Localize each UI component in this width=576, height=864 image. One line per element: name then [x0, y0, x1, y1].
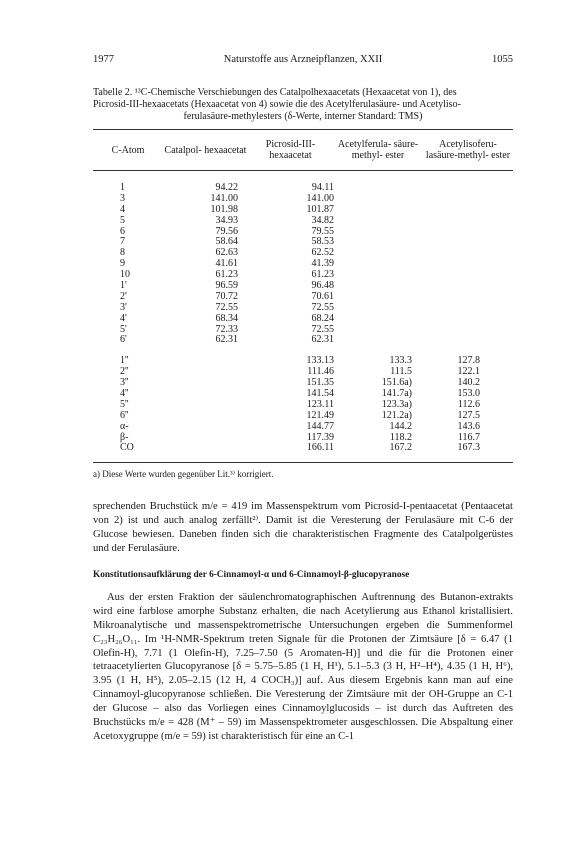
table-row: [93, 216, 513, 227]
table-cell: 2': [120, 290, 127, 302]
table-row: [93, 443, 513, 454]
table-cell: 1: [120, 182, 125, 193]
table-cell: 62.31: [215, 334, 238, 346]
table-row: [93, 389, 513, 400]
empty-cell: [155, 378, 276, 389]
table-cell: 123.3a): [381, 398, 412, 410]
table-row: [93, 314, 513, 325]
header-year: 1977: [93, 54, 114, 65]
table-cell: 94.11: [311, 182, 334, 193]
table-cell: 3'': [120, 377, 129, 389]
table-cell: 167.2: [389, 442, 412, 454]
table-cell: 58.64: [215, 236, 238, 248]
table-cell: 101.98: [210, 203, 238, 215]
empty-cell: [155, 367, 276, 378]
table-cell: 8: [120, 247, 125, 259]
header-c-atom: C-Atom: [111, 144, 145, 156]
table-cell: 41.61: [215, 258, 238, 270]
table-cell: 94.22: [215, 182, 238, 193]
table-cell: 79.56: [215, 225, 238, 237]
table-cell: 144.77: [306, 420, 334, 432]
table-cell: 140.2: [457, 377, 480, 389]
body-text: [93, 500, 513, 744]
header-page-number: 1055: [492, 54, 513, 65]
table-cell: 151.6a): [381, 377, 412, 389]
table-row: [93, 270, 513, 281]
caption-line: ferulasäure-methylesters (δ-Werte, interner Standard: TMS): [183, 111, 423, 122]
table-cell: 34.93: [215, 214, 238, 226]
table-cell: 3': [120, 301, 127, 313]
table-cell: 123.11: [306, 398, 334, 410]
table-cell: 116.7: [457, 431, 480, 443]
table-cell: 10: [120, 269, 130, 281]
caption-line: Picrosid-III-hexaacetats (Hexaacetat von 4) sowie die des Acetylferulasäure- und Acetyliso-: [93, 99, 461, 110]
empty-cell: [155, 400, 276, 411]
table-cell: 62.52: [311, 247, 334, 259]
table-cell: β-: [120, 431, 129, 443]
table-cell: 5'': [120, 398, 129, 410]
table-cell: 121.49: [306, 409, 334, 421]
table-cell: 111.46: [307, 366, 334, 378]
table-row: [93, 227, 513, 238]
table-cell: 5: [120, 214, 125, 226]
empty-cell: [155, 422, 276, 433]
table-cell: 133.13: [306, 355, 334, 367]
table-cell: 5': [120, 323, 127, 335]
table-cell: 1'': [120, 355, 129, 367]
table-row: [93, 335, 513, 346]
table-cell: 141.00: [306, 192, 334, 204]
table-cell: 6': [120, 334, 127, 346]
table-cell: 70.61: [311, 290, 334, 302]
journal-page: [93, 54, 513, 744]
table-cell: 61.23: [215, 269, 238, 281]
paragraph: Aus der ersten Fraktion der säulenchromatographischen Auftrennung des Butanon-extrakts wird eine farblose amorphe Substanz erhalten, die nach Acetylierung aus Ethanol kristallisiert. Mikroanalytische und massenspektrometrische Untersuchungen ergeben die Summenformel C₂₃H₂₆O₁₁. Im ¹H-NMR-Spektrum treten Signale für die Protonen der Zimtsäure [δ = 6.47 (1 Olefin-H), 7.71 (1 Olefin-H), 7.25–7.50 (5 Aromaten-H)] und die für die Protonen einer tetraacetylierten Glucopyranose [δ = 5.75–5.85 (1 H, H¹), 5.1–5.3 (3 H, H²–H⁴), 4.35 (1 H, H⁶), 3.95 (1 H, H⁵), 2.05–2.15 (12 H, 4 COCH₃)] auf. Aus diesem Ergebnis kann man auf eine Cinnamoyl-glucopyranose schließen. Die Veresterung der Zimtsäure mit der OH-Gruppe an C-1 der Glucose – also das Vorliegen eines Cinnamoylglucosids – ist durch das Auftreten des Bruchstücks m/e = 428 (M⁺ – 59) im Massenspektrometer ausgeschlossen. Die Abspaltung einer Acetoxygruppe (m/e = 59) ist charakteristisch für eine an C-1: [93, 591, 513, 742]
table-cell: 151.35: [306, 377, 334, 389]
table-cell: 62.63: [215, 247, 238, 259]
header-acetyliso: Acetylisoferu- lasäure-methyl- ester: [425, 139, 511, 161]
paragraph: sprechenden Bruchstück m/e = 419 im Massenspektrum vom Picrosid-I-pentaacetat (Pentaacetat von 2) ist und auch analog zerfällt²⁾. Damit ist die Veresterung der Ferulasäure mit C-6 der Glucose bewiesen. Daneben finden sich die charakteristischen Fragmente des Catalpolgerüstes und der Ferulasäure.: [93, 501, 513, 555]
table-caption: [93, 87, 513, 123]
table-cell: 166.11: [306, 442, 334, 454]
table-row: [93, 205, 513, 216]
header-acetylferula: Acetylferula- säure-methyl- ester: [337, 139, 419, 161]
table-cell: 68.24: [311, 312, 334, 324]
table-cell: 141.00: [210, 192, 238, 204]
table-cell: 72.33: [215, 323, 238, 335]
table-cell: 62.31: [311, 334, 334, 346]
table-body-a: [93, 183, 513, 346]
table-cell: 4: [120, 203, 125, 215]
table-cell: 96.48: [311, 280, 334, 292]
table-cell: 118.2: [389, 431, 412, 443]
table-cell: 111.5: [390, 366, 412, 378]
table-cell: 72.55: [311, 301, 334, 313]
table-cell: 4'': [120, 388, 129, 400]
table-row: [93, 433, 513, 444]
table-cell: 167.3: [457, 442, 480, 454]
table-cell: 112.6: [457, 398, 480, 410]
table-cell: 68.34: [215, 312, 238, 324]
table-row: [93, 367, 513, 378]
table-row: [93, 281, 513, 292]
table-cell: 34.82: [311, 214, 334, 226]
empty-cell: [155, 433, 276, 444]
caption-line: Tabelle 2. ¹³C-Chemische Verschiebungen des Catalpolhexaacetats (Hexaacetat von 1), des: [93, 87, 457, 98]
table-cell: 7: [120, 236, 125, 248]
table-row: [93, 378, 513, 389]
table-header-rule: [93, 170, 513, 171]
table-cell: 72.55: [215, 301, 238, 313]
table-cell: 41.39: [311, 258, 334, 270]
table-cell: 127.8: [457, 355, 480, 367]
table-row: [93, 194, 513, 205]
empty-cell: [155, 443, 276, 454]
table-cell: 133.3: [389, 355, 412, 367]
header-catalpol: Catalpol- hexaacetat: [164, 144, 247, 156]
table-row: [93, 356, 513, 367]
table-body-b: [93, 356, 513, 454]
running-header: [93, 54, 513, 68]
table-cell: 6'': [120, 409, 129, 421]
shift-table-header: [93, 130, 513, 170]
table-cell: 122.1: [457, 366, 480, 378]
table-row: [93, 422, 513, 433]
table-cell: 153.0: [457, 388, 480, 400]
table-cell: 79.55: [311, 225, 334, 237]
table-cell: 2'': [120, 366, 129, 378]
table-cell: 70.72: [215, 290, 238, 302]
table-cell: 141.7a): [381, 388, 412, 400]
table-cell: 4': [120, 312, 127, 324]
table-row: [93, 325, 513, 336]
empty-cell: [155, 389, 276, 400]
table-cell: 61.23: [311, 269, 334, 281]
table-cell: 1': [120, 280, 127, 292]
empty-cell: [155, 356, 276, 367]
table-cell: 72.55: [311, 323, 334, 335]
table-cell: 6: [120, 225, 125, 237]
table-cell: 9: [120, 258, 125, 270]
table-row: [93, 292, 513, 303]
table-footnote: a) Diese Werte wurden gegenüber Lit.³⁾ korrigiert.: [93, 469, 274, 480]
empty-cell: [155, 411, 276, 422]
table-cell: 143.6: [457, 420, 480, 432]
table-row: [93, 400, 513, 411]
table-cell: 144.2: [389, 420, 412, 432]
table-cell: 58.53: [311, 236, 334, 248]
table-row: [93, 183, 513, 194]
table-row: [93, 411, 513, 422]
section-heading: Konstitutionsaufklärung der 6-Cinnamoyl-α und 6-Cinnamoyl-β-glucopyranose: [93, 570, 410, 580]
table-cell: CO: [120, 442, 134, 454]
table-cell: α-: [120, 420, 129, 432]
table-cell: 117.39: [306, 431, 334, 443]
table-cell: 101.87: [306, 203, 334, 215]
table-cell: 121.2a): [381, 409, 412, 421]
table-cell: 96.59: [215, 280, 238, 292]
header-picrosid: Picrosid-III- hexaacetat: [265, 139, 316, 161]
table-cell: 127.5: [457, 409, 480, 421]
table-row: [93, 248, 513, 259]
table-row: [93, 303, 513, 314]
table-bottom-rule: [93, 462, 513, 463]
table-cell: 3: [120, 192, 125, 204]
table-row: [93, 237, 513, 248]
table-row: [93, 259, 513, 270]
table-cell: 141.54: [306, 388, 334, 400]
header-title: Naturstoffe aus Arzneipflanzen, XXII: [223, 54, 383, 65]
